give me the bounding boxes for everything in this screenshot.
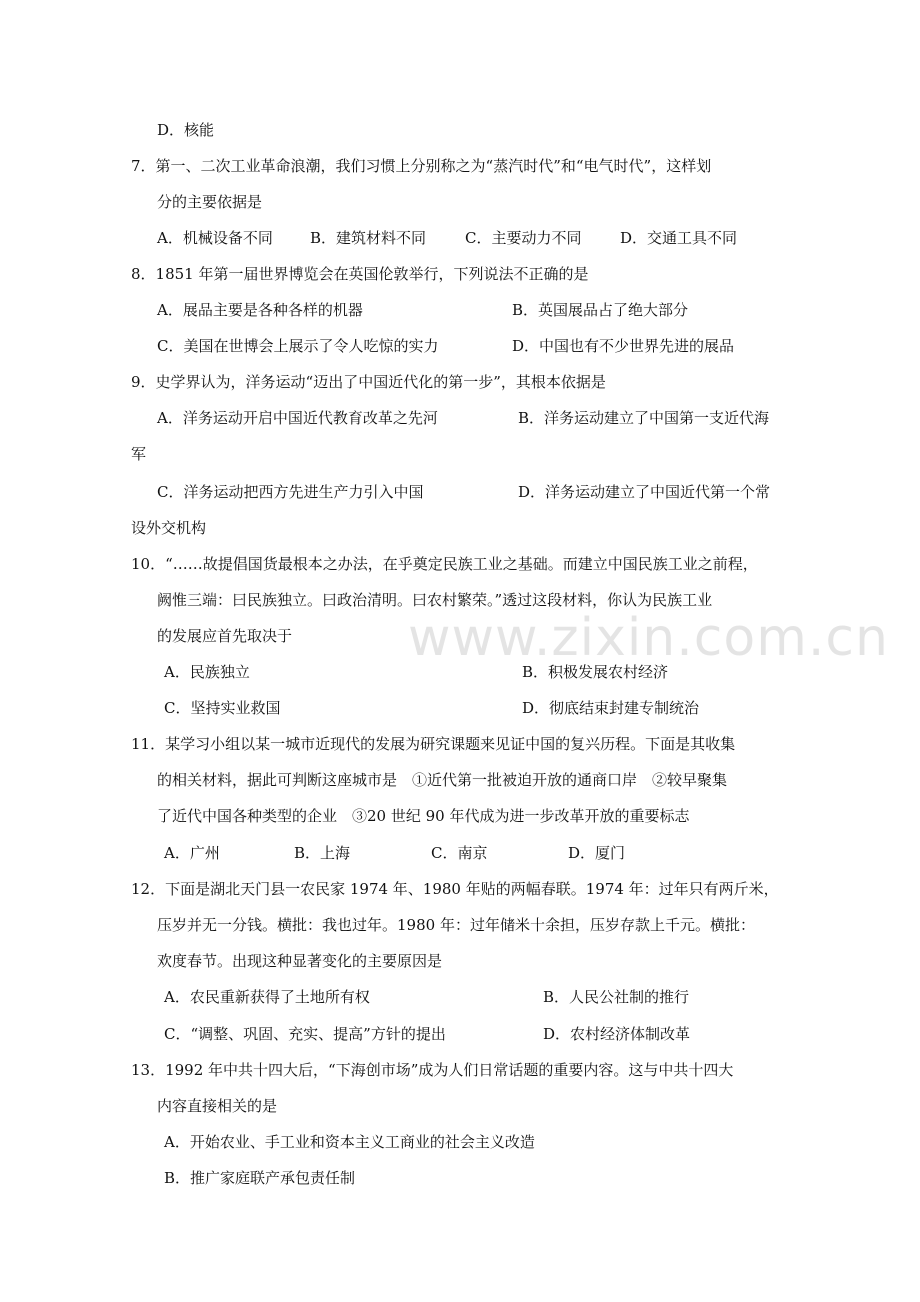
question-text: 9．史学界认为，洋务运动“迈出了中国近代化的第一步”，其根本依据是 (131, 373, 606, 391)
question-text: 13．1992 年中共十四大后，“下海创市场”成为人们日常话题的重要内容。这与中共十四大 (131, 1061, 734, 1079)
question-text: 欢度春节。出现这种显著变化的主要原因是 (157, 952, 443, 970)
question-text: 压岁并无一分钱。横批：我也过年。1980 年：过年储米十余担，压岁存款上千元。横批： (157, 916, 755, 934)
option-text: D．厦门 (568, 844, 626, 862)
option-text: 设外交机构 (131, 519, 207, 537)
option-text: C．坚持实业救国 (164, 699, 281, 717)
question-text: 10．“……故提倡国货最根本之办法，在乎奠定民族工业之基础。而建立中国民族工业之前程， (131, 555, 758, 573)
option-text: A．农民重新获得了土地所有权 (164, 988, 370, 1006)
option-text: B．上海 (294, 844, 351, 862)
question-text: 了近代中国各种类型的企业 ③20 世纪 90 年代成为进一步改革开放的重要标志 (157, 807, 690, 825)
option-text: B．积极发展农村经济 (522, 663, 669, 681)
option-text: D．核能 (157, 121, 215, 139)
question-text: 阙惟三端：曰民族独立。曰政治清明。曰农村繁荣。”透过这段材料，你认为民族工业 (157, 591, 713, 609)
question-text: 分的主要依据是 (157, 193, 263, 211)
option-text: C．洋务运动把西方先进生产力引入中国 (157, 483, 424, 501)
option-text: A．民族独立 (164, 663, 250, 681)
option-text: C．主要动力不同 (465, 229, 582, 247)
option-text: A．开始农业、手工业和资本主义工商业的社会主义改造 (164, 1133, 535, 1151)
question-text: 内容直接相关的是 (157, 1097, 278, 1115)
option-text: B．建筑材料不同 (310, 229, 427, 247)
option-text: D．彻底结束封建专制统治 (522, 699, 700, 717)
option-text: B．推广家庭联产承包责任制 (164, 1169, 356, 1187)
option-text: 军 (131, 445, 147, 463)
option-text: C．南京 (431, 844, 488, 862)
option-text: A．广州 (164, 844, 220, 862)
option-text: D．洋务运动建立了中国近代第一个常 (518, 483, 771, 501)
option-text: B．英国展品占了绝大部分 (512, 301, 689, 319)
question-text: 8．1851 年第一届世界博览会在英国伦敦举行，下列说法不正确的是 (131, 265, 589, 283)
watermark: www.zixin.com.cn (408, 608, 889, 668)
option-text: A．洋务运动开启中国近代教育改革之先河 (157, 409, 438, 427)
question-text: 12．下面是湖北天门县一农民家 1974 年、1980 年贴的两幅春联。1974 年：过年只有两斤米， (131, 880, 779, 898)
option-text: A．展品主要是各种各样的机器 (157, 301, 363, 319)
option-text: B．洋务运动建立了中国第一支近代海 (518, 409, 770, 427)
question-text: 的发展应首先取决于 (157, 627, 293, 645)
option-text: D．交通工具不同 (620, 229, 738, 247)
option-text: D．中国也有不少世界先进的展品 (512, 337, 735, 355)
question-text: 的相关材料，据此可判断这座城市是 ①近代第一批被迫开放的通商口岸 ②较早聚集 (157, 771, 728, 789)
option-text: C．美国在世博会上展示了令人吃惊的实力 (157, 337, 439, 355)
question-text: 11．某学习小组以某一城市近现代的发展为研究课题来见证中国的复兴历程。下面是其收集 (131, 735, 736, 753)
option-text: B．人民公社制的推行 (543, 988, 690, 1006)
option-text: A．机械设备不同 (157, 229, 273, 247)
option-text: C．“调整、巩固、充实、提高”方针的提出 (164, 1025, 446, 1043)
question-text: 7．第一、二次工业革命浪潮，我们习惯上分别称之为“蒸汽时代”和“电气时代”，这样划 (131, 157, 712, 175)
option-text: D．农村经济体制改革 (543, 1025, 691, 1043)
